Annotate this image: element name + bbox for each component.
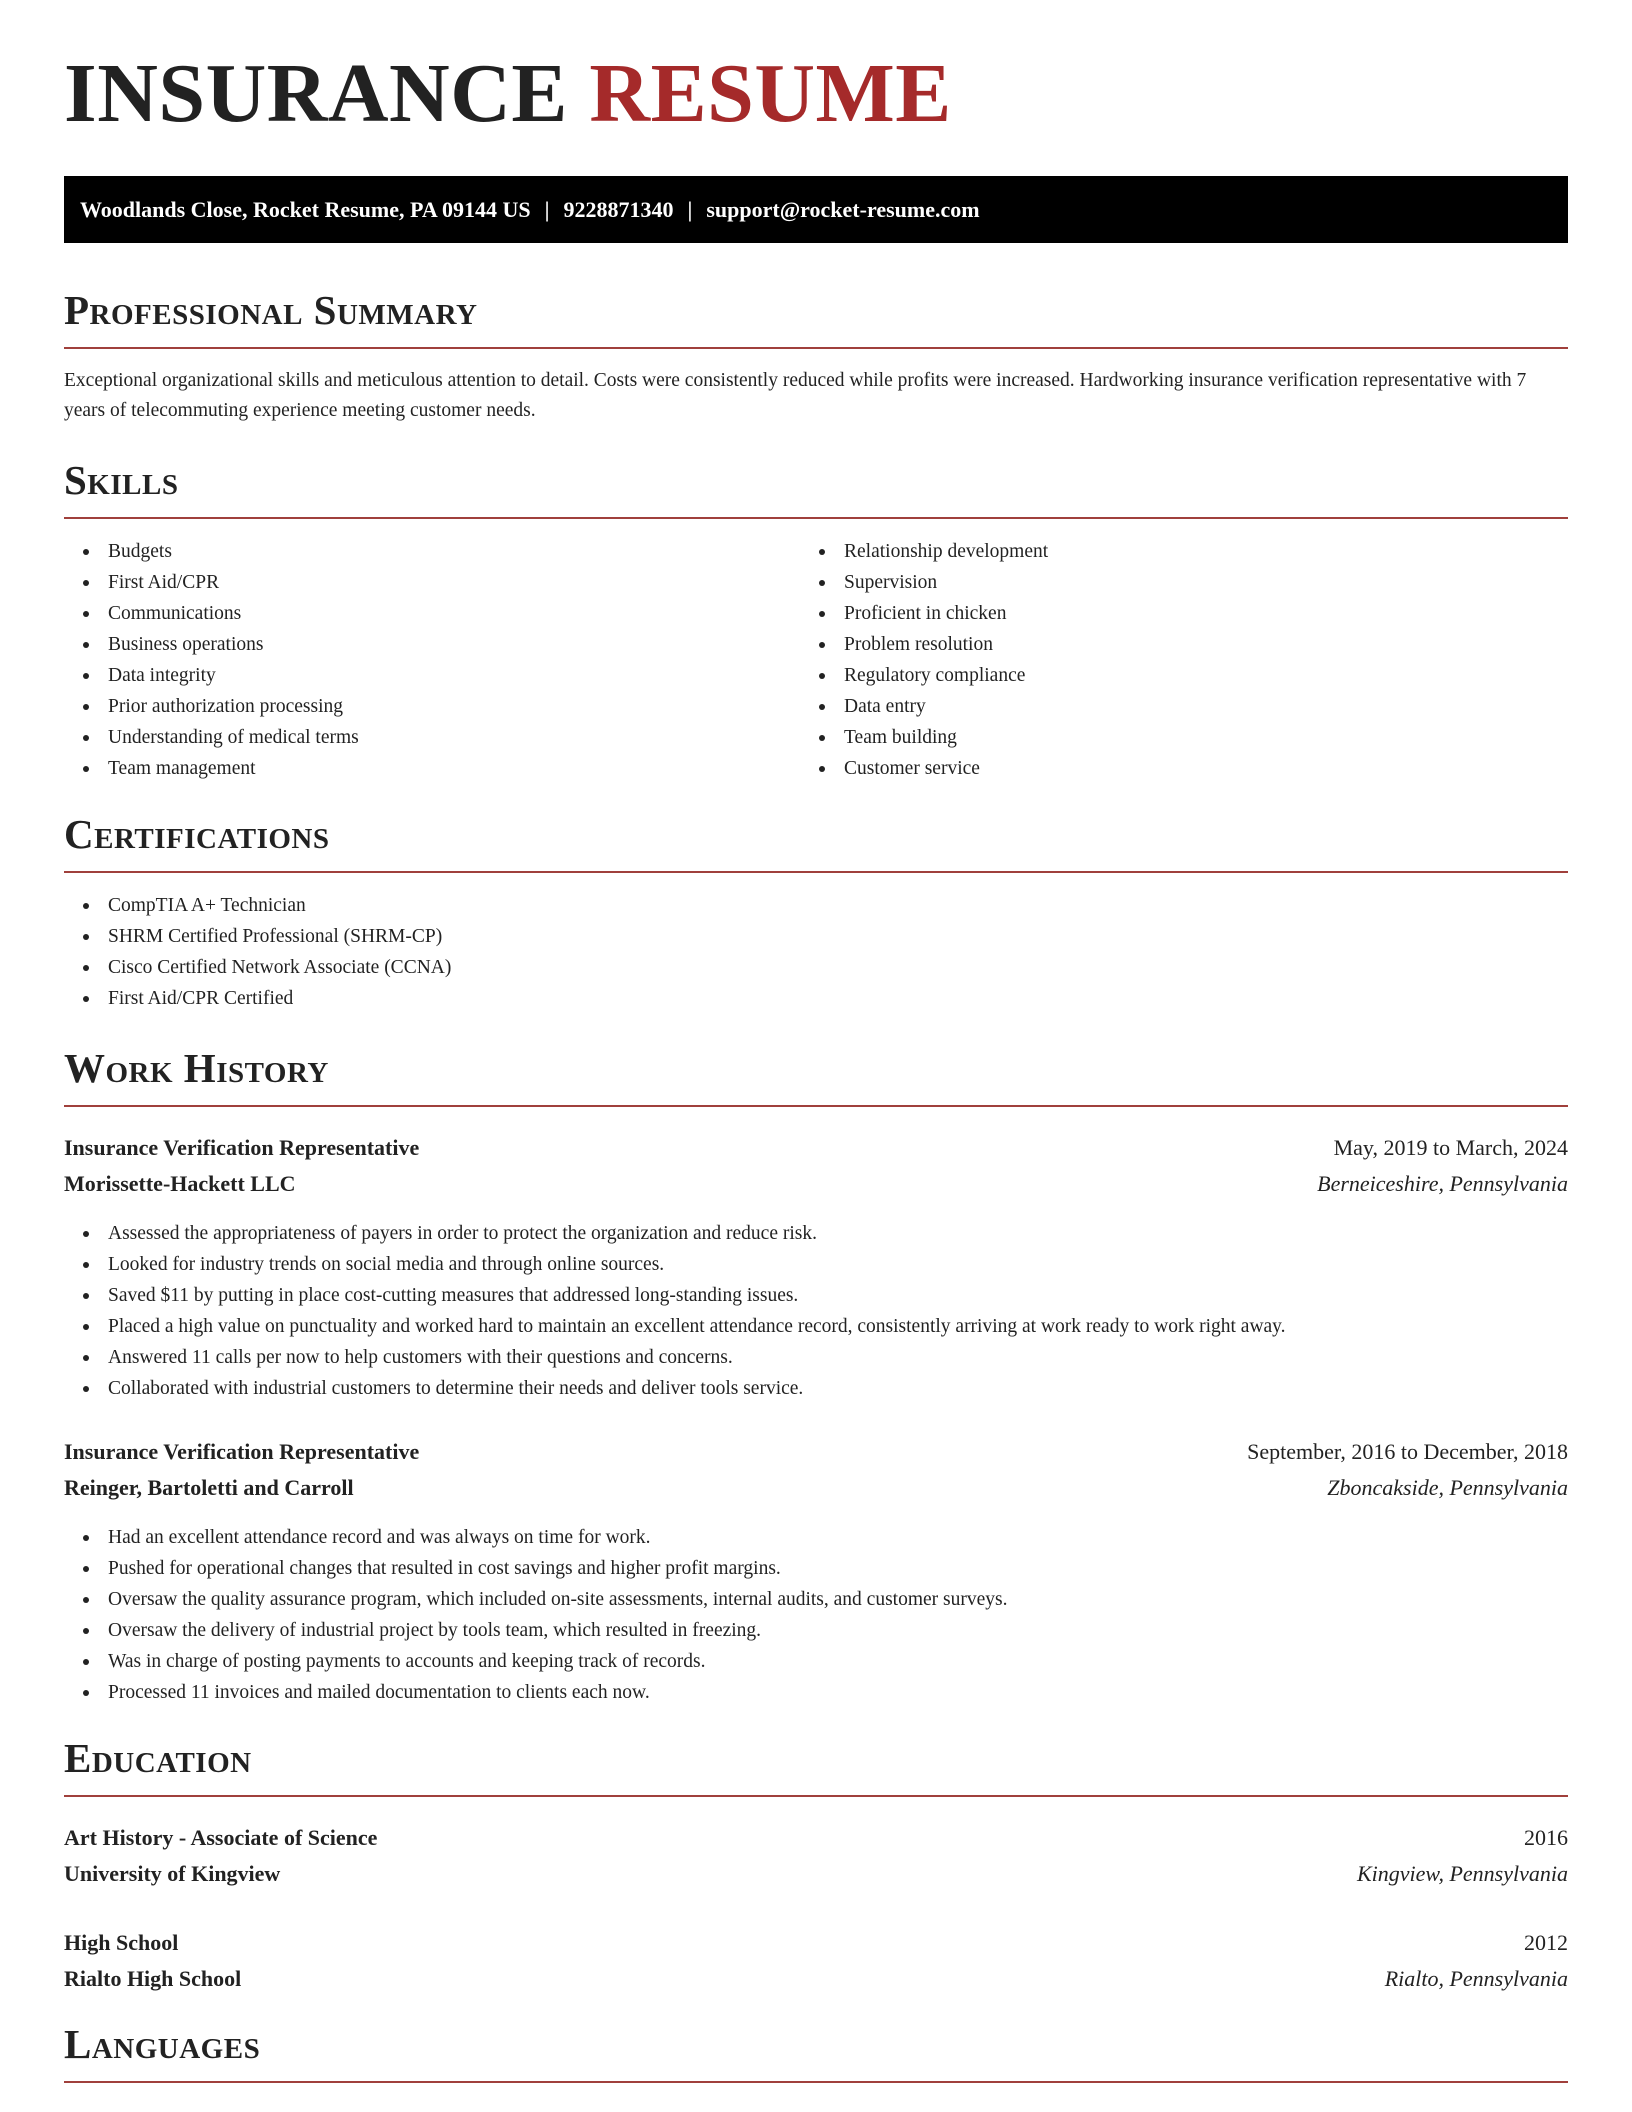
job-role: Insurance Verification Representative bbox=[64, 1135, 420, 1160]
job-dates: September, 2016 to December, 2018 bbox=[1247, 1439, 1568, 1464]
contact-address: Woodlands Close, Rocket Resume, PA 09144 US bbox=[80, 197, 531, 222]
skill-item: Prior authorization processing bbox=[64, 691, 784, 722]
skill-item: Budgets bbox=[64, 536, 784, 567]
section-title-skills: Skills bbox=[64, 460, 1568, 519]
job-bullet-item: Had an excellent attendance record and was always on time for work. bbox=[64, 1522, 1568, 1553]
certifications-list bbox=[64, 890, 1568, 1014]
education-school: Rialto High School bbox=[64, 1966, 242, 1991]
skill-item: First Aid/CPR bbox=[64, 567, 784, 598]
skill-item: Understanding of medical terms bbox=[64, 722, 784, 753]
summary-text: Exceptional organizational skills and meticulous attention to detail. Costs were consistently reduced while profits were increased. Hardworking insurance verification representative with 7 years of telecommuting experience meeting customer needs. bbox=[64, 370, 1527, 421]
job-location: Berneiceshire, Pennsylvania bbox=[1317, 1171, 1568, 1196]
job-dates: May, 2019 to March, 2024 bbox=[1333, 1135, 1568, 1160]
skill-item: Data entry bbox=[800, 691, 1520, 722]
certification-item: Cisco Certified Network Associate (CCNA) bbox=[64, 952, 1568, 983]
job-role: Insurance Verification Representative bbox=[64, 1439, 420, 1464]
job-entry bbox=[64, 1434, 1568, 1506]
resume-name bbox=[64, 47, 952, 140]
education-degree: Art History - Associate of Science bbox=[64, 1825, 378, 1850]
skill-item: Team management bbox=[64, 753, 784, 784]
job-bullet-item: Processed 11 invoices and mailed documentation to clients each now. bbox=[64, 1677, 1568, 1708]
contact-email[interactable]: support@rocket-resume.com bbox=[706, 197, 980, 222]
education-degree: High School bbox=[64, 1930, 179, 1955]
contact-separator: | bbox=[544, 197, 550, 222]
skill-item: Team building bbox=[800, 722, 1520, 753]
job-bullet-item: Oversaw the delivery of industrial project by tools team, which resulted in freezing. bbox=[64, 1615, 1568, 1646]
contact-separator: | bbox=[687, 197, 693, 222]
job-bullets bbox=[64, 1218, 1568, 1404]
skill-item: Communications bbox=[64, 598, 784, 629]
education-entry bbox=[64, 1925, 1568, 1997]
section-title-education: Education bbox=[64, 1738, 1568, 1797]
section-title-work-history: Work History bbox=[64, 1048, 1568, 1107]
contact-bar bbox=[64, 176, 1568, 243]
job-bullet-item: Oversaw the quality assurance program, which included on-site assessments, internal audits, and customer surveys. bbox=[64, 1584, 1568, 1615]
job-bullet-item: Assessed the appropriateness of payers in order to protect the organization and reduce risk. bbox=[64, 1218, 1568, 1249]
contact-phone: 9228871340 bbox=[563, 197, 674, 222]
job-company: Morissette-Hackett LLC bbox=[64, 1171, 296, 1196]
education-location: Rialto, Pennsylvania bbox=[1384, 1966, 1568, 1991]
name-last: RESUME bbox=[589, 47, 952, 140]
education-year: 2016 bbox=[1524, 1825, 1568, 1850]
education-entry bbox=[64, 1820, 1568, 1892]
skills-list-right bbox=[800, 536, 1520, 784]
job-location: Zboncakside, Pennsylvania bbox=[1327, 1475, 1568, 1500]
job-bullet-item: Placed a high value on punctuality and worked hard to maintain an excellent attendance record, consistently arriving at work ready to work right away. bbox=[64, 1311, 1568, 1342]
section-title-summary: Professional Summary bbox=[64, 290, 1568, 349]
certification-item: CompTIA A+ Technician bbox=[64, 890, 1568, 921]
job-bullet-item: Was in charge of posting payments to accounts and keeping track of records. bbox=[64, 1646, 1568, 1677]
skill-item: Relationship development bbox=[800, 536, 1520, 567]
section-title-languages: Languages bbox=[64, 2024, 1568, 2083]
job-bullet-item: Collaborated with industrial customers to determine their needs and deliver tools service. bbox=[64, 1373, 1568, 1404]
skills-list-left bbox=[64, 536, 784, 784]
skill-item: Business operations bbox=[64, 629, 784, 660]
education-year: 2012 bbox=[1524, 1930, 1568, 1955]
job-bullets bbox=[64, 1522, 1568, 1708]
skill-item: Supervision bbox=[800, 567, 1520, 598]
job-entry bbox=[64, 1130, 1568, 1202]
section-title-certifications: Certifications bbox=[64, 814, 1568, 873]
certification-item: First Aid/CPR Certified bbox=[64, 983, 1568, 1014]
job-bullet-item: Answered 11 calls per now to help customers with their questions and concerns. bbox=[64, 1342, 1568, 1373]
skill-item: Regulatory compliance bbox=[800, 660, 1520, 691]
job-bullet-item: Looked for industry trends on social media and through online sources. bbox=[64, 1249, 1568, 1280]
skill-item: Problem resolution bbox=[800, 629, 1520, 660]
job-company: Reinger, Bartoletti and Carroll bbox=[64, 1475, 354, 1500]
certification-item: SHRM Certified Professional (SHRM-CP) bbox=[64, 921, 1568, 952]
education-location: Kingview, Pennsylvania bbox=[1357, 1861, 1568, 1886]
job-bullet-item: Saved $11 by putting in place cost-cutting measures that addressed long-standing issues. bbox=[64, 1280, 1568, 1311]
skill-item: Proficient in chicken bbox=[800, 598, 1520, 629]
name-first: INSURANCE bbox=[64, 47, 568, 140]
education-school: University of Kingview bbox=[64, 1861, 281, 1886]
skill-item: Customer service bbox=[800, 753, 1520, 784]
skill-item: Data integrity bbox=[64, 660, 784, 691]
job-bullet-item: Pushed for operational changes that resulted in cost savings and higher profit margins. bbox=[64, 1553, 1568, 1584]
